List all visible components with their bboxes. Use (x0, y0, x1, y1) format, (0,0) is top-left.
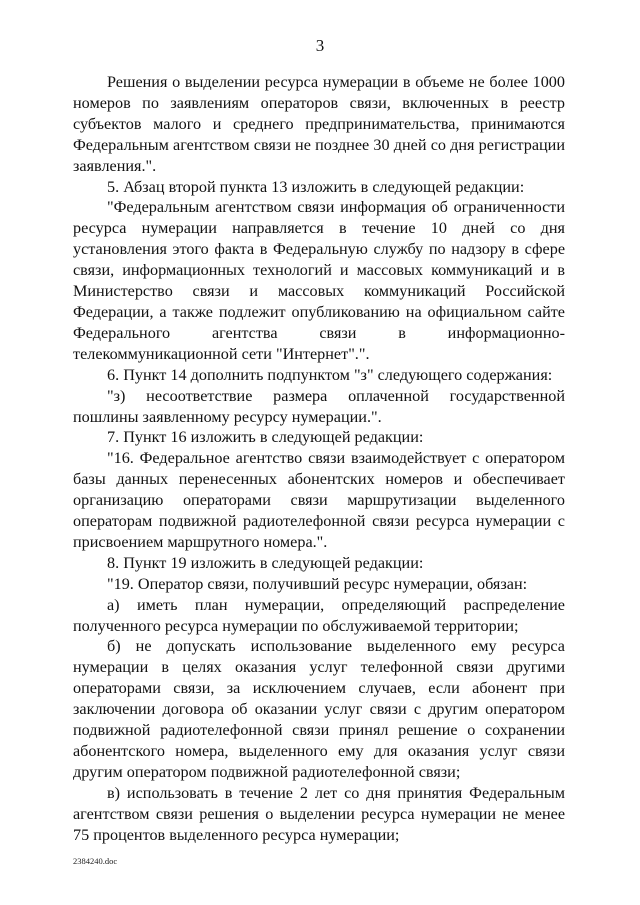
paragraph-resource-decisions: Решения о выделении ресурса нумерации в объеме не более 1000 номеров по заявлениям операторов связи, включенных в реестр субъектов малого и среднего предпринимательства, принимаются Федеральным агентством связи не позднее 30 дней со дня регистрации заявления.". (73, 73, 565, 175)
paragraph-subitem-b: б) не допускать использование выделенного ему ресурса нумерации в целях оказания услуг телефонной связи другими операторами связи, за исключением случаев, если абонент при заключении договора об оказании услуг связи с другим оператором подвижной радиотелефонной связи принял решение о сохранении абонентского номера, выделенного ему для оказания услуг связи другим оператором подвижной радиотелефонной связи; (73, 637, 565, 781)
paragraph-item-5-text: "Федеральным агентством связи информация об ограниченности ресурса нумерации направляется в течение 10 дней со дня установления этого факта в Федеральную службу по надзору в сфере связи, информационных технологий и массовых коммуникаций и в Министерство связи и массовых коммуникаций Российской Федерации, а также подлежит опубликованию на официальном сайте Федерального агентства связи в информационно-телекоммуникационной сети "Интернет".". (73, 198, 565, 363)
paragraph-subitem-a: а) иметь план нумерации, определяющий распределение полученного ресурса нумерации по обслуживаемой территории; (73, 595, 565, 635)
page-number: 3 (315, 36, 325, 55)
paragraph-item-7: 7. Пункт 16 изложить в следующей редакции: (107, 428, 424, 447)
footer-filename: 2384240.doc (73, 856, 118, 866)
document-body (73, 72, 565, 846)
paragraph-item-6: 6. Пункт 14 дополнить подпунктом "з" следующего содержания: (107, 365, 553, 384)
paragraph-item-19-intro: "19. Оператор связи, получивший ресурс нумерации, обязан: (107, 574, 528, 593)
paragraph-item-6-text: "з) несоответствие размера оплаченной государственной пошлины заявленному ресурсу нумерации.". (73, 386, 565, 426)
paragraph-subitem-v: в) использовать в течение 2 лет со дня принятия Федеральным агентством связи решения о выделении ресурса нумерации не менее 75 процентов выделенного ресурса нумерации; (73, 783, 565, 844)
paragraph-item-7-text: "16. Федеральное агентство связи взаимодействует с оператором базы данных перенесенных абонентских номеров и обеспечивает организацию операторами связи маршрутизации выделенного операторам подвижной радиотелефонной связи ресурса нумерации с присвоением маршрутного номера.". (73, 449, 565, 551)
paragraph-item-5: 5. Абзац второй пункта 13 изложить в следующей редакции: (107, 177, 525, 196)
paragraph-item-8: 8. Пункт 19 изложить в следующей редакции: (107, 553, 424, 572)
